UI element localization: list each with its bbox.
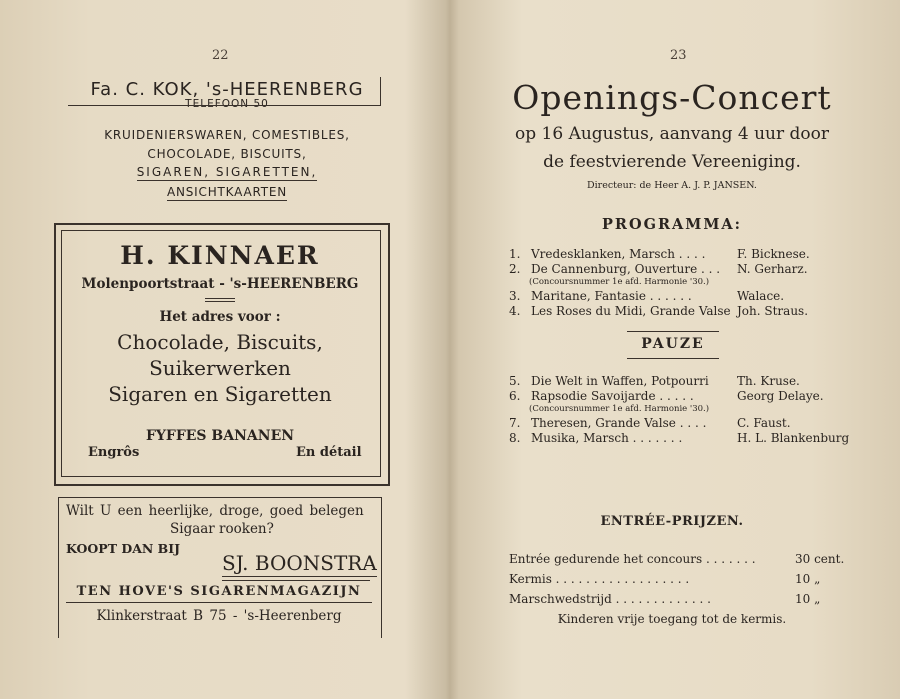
divider xyxy=(205,298,235,299)
kinnaer-engros: Engrôs xyxy=(88,445,140,460)
program-num: 4. xyxy=(509,304,521,318)
program-note: (Concoursnummer 1e afd. Harmonie '30.) xyxy=(529,277,710,287)
boonstra-koopt: KOOPT DAN BIJ xyxy=(66,541,181,556)
program-title: De Cannenburg, Ouverture . . . xyxy=(531,262,721,276)
program-composer: Walace. xyxy=(737,289,785,303)
program-num: 7. xyxy=(509,416,521,430)
kinnaer-item-2: Suikerwerken xyxy=(149,356,291,380)
pauze-label: PAUZE xyxy=(641,336,705,352)
program-title: Les Roses du Midi, Grande Valse xyxy=(531,304,731,318)
kok-line-3: SIGAREN, SIGARETTEN, xyxy=(136,165,318,179)
right-page xyxy=(452,0,900,699)
program-title: Vredesklanken, Marsch . . . . xyxy=(531,247,706,261)
boonstra-address: Klinkerstraat B 75 - 's-Heerenberg xyxy=(96,608,342,624)
kinnaer-fyffes: FYFFES BANANEN xyxy=(145,428,295,444)
program-num: 1. xyxy=(509,247,521,261)
boonstra-line-1: Wilt U een heerlijke, droge, goed belegen xyxy=(66,503,364,519)
program-composer: H. L. Blankenburg xyxy=(737,431,850,445)
kok-name: Fa. C. KOK, 's-HEERENBERG xyxy=(90,79,364,100)
programma-heading: PROGRAMMA: xyxy=(602,216,742,233)
kok-line-4: ANSICHTKAARTEN xyxy=(166,185,288,199)
program-num: 5. xyxy=(509,374,521,388)
kinnaer-name: H. KINNAER xyxy=(120,241,320,270)
program-composer: Joh. Straus. xyxy=(737,304,809,318)
page-number-left: 22 xyxy=(212,48,229,63)
left-page xyxy=(0,0,448,699)
kok-header-frame xyxy=(68,77,381,106)
program-composer: F. Bicknese. xyxy=(737,247,810,261)
boonstra-line-2: Sigaar rooken? xyxy=(170,521,274,537)
program-composer: N. Gerharz. xyxy=(737,262,808,276)
program-num: 6. xyxy=(509,389,521,403)
program-composer: C. Faust. xyxy=(737,416,791,430)
program-title: Die Welt in Waffen, Potpourri xyxy=(531,374,709,388)
concert-subtitle-2: de feestvierende Vereeniging. xyxy=(543,152,801,172)
prijs-value: 30 cent. xyxy=(795,552,845,566)
kinnaer-item-3: Sigaren en Sigaretten xyxy=(108,382,332,406)
divider xyxy=(222,580,370,581)
program-num: 8. xyxy=(509,431,521,445)
prijs-label: Entrée gedurende het concours . . . . . . . xyxy=(509,552,756,566)
prijs-value: 10 „ xyxy=(795,572,821,586)
page-number-right: 23 xyxy=(670,48,687,63)
program-title: Theresen, Grande Valse . . . . xyxy=(531,416,707,430)
concert-directeur: Directeur: de Heer A. J. P. JANSEN. xyxy=(587,180,757,191)
kok-line-2: CHOCOLADE, BISCUITS, xyxy=(147,147,307,161)
kinnaer-adres-voor: Het adres voor : xyxy=(159,309,281,325)
prijzen-heading: ENTRÉE-PRIJZEN. xyxy=(600,514,744,529)
program-title: Rapsodie Savoijarde . . . . . xyxy=(531,389,694,403)
boonstra-magazijn: TEN HOVE'S SIGARENMAGAZIJN xyxy=(76,584,362,599)
prijzen-footer: Kinderen vrije toegang tot de kermis. xyxy=(557,612,787,626)
kinnaer-endetail: En détail xyxy=(296,445,362,460)
program-title: Maritane, Fantasie . . . . . . xyxy=(531,289,692,303)
divider xyxy=(66,602,372,603)
program-note: (Concoursnummer 1e afd. Harmonie '30.) xyxy=(529,404,710,414)
divider xyxy=(205,301,235,302)
program-composer: Georg Delaye. xyxy=(737,389,824,403)
program-num: 3. xyxy=(509,289,521,303)
prijs-label: Kermis . . . . . . . . . . . . . . . . . . xyxy=(509,572,690,586)
concert-title: Openings-Concert xyxy=(512,78,832,117)
program-title: Musika, Marsch . . . . . . . xyxy=(531,431,683,445)
prijs-label: Marschwedstrijd . . . . . . . . . . . . . xyxy=(509,592,711,606)
kok-line-1: KRUIDENIERSWAREN, COMESTIBLES, xyxy=(104,128,350,142)
kinnaer-item-1: Chocolade, Biscuits, xyxy=(117,330,323,354)
kinnaer-address: Molenpoortstraat - 's-HEERENBERG xyxy=(81,276,359,292)
prijs-value: 10 „ xyxy=(795,592,821,606)
kok-telefoon: TELEFOON 50 xyxy=(185,98,269,110)
program-composer: Th. Kruse. xyxy=(737,374,800,388)
concert-subtitle-1: op 16 Augustus, aanvang 4 uur door xyxy=(515,124,829,144)
program-num: 2. xyxy=(509,262,521,276)
boonstra-name: SJ. BOONSTRA xyxy=(222,551,377,575)
